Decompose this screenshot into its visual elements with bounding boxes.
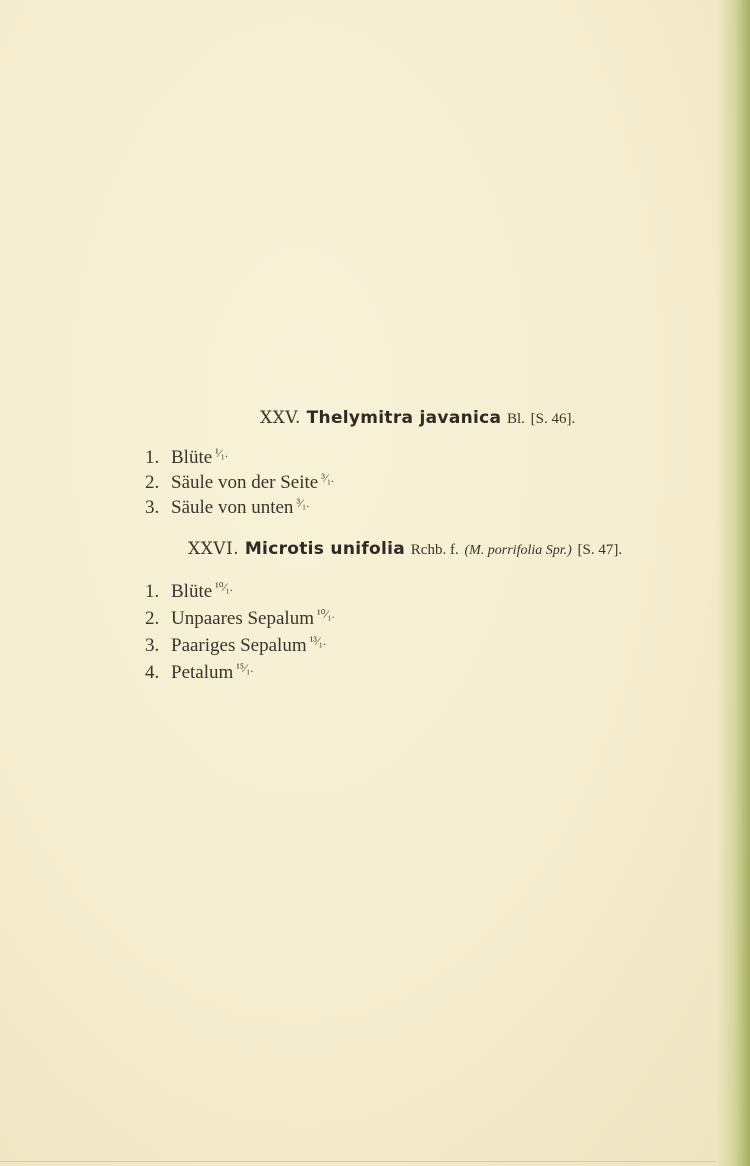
section-heading-xxvi xyxy=(188,538,622,562)
item-number: 3. xyxy=(145,497,160,518)
item-magnification: ¹⁰⁄₁. xyxy=(215,580,233,594)
page-reference: [S. 47]. xyxy=(577,542,623,558)
item-magnification: ³⁄₁. xyxy=(296,496,310,510)
section-heading-xxv xyxy=(260,407,575,430)
species-author: Rchb. f. xyxy=(410,542,459,558)
item-number: 1. xyxy=(145,581,160,602)
item-text: Blüte xyxy=(171,447,213,468)
item-magnification: ¹⁄₁. xyxy=(215,446,228,460)
section-numeral: XXVI. xyxy=(188,539,240,559)
item-number: 4. xyxy=(145,662,160,683)
page-edge-shadow xyxy=(716,0,750,1166)
species-name: Thelymitra javanica xyxy=(306,408,502,428)
item-text: Paariges Sepalum xyxy=(171,635,307,656)
list-item xyxy=(145,490,309,521)
item-number: 1. xyxy=(145,447,160,468)
section-numeral: XXV. xyxy=(260,408,301,428)
species-name: Microtis unifolia xyxy=(244,539,406,559)
item-text: Unpaares Sepalum xyxy=(171,608,314,629)
item-magnification: ³⁄₁. xyxy=(321,471,335,485)
item-text: Säule von unten xyxy=(171,497,294,518)
item-magnification: ¹⁰⁄₁. xyxy=(316,607,335,621)
item-text: Petalum xyxy=(171,662,234,683)
page-bottom-edge xyxy=(0,1161,716,1162)
item-text: Säule von der Seite xyxy=(171,472,319,493)
item-number: 3. xyxy=(145,635,160,656)
page-reference: [S. 46]. xyxy=(530,411,576,427)
list-item xyxy=(145,655,253,686)
item-magnification: ¹³⁄₁. xyxy=(309,634,326,648)
item-magnification: ¹⁵⁄₁. xyxy=(236,661,254,675)
species-synonym: (M. porrifolia Spr.) xyxy=(464,543,572,558)
item-text: Blüte xyxy=(171,581,213,602)
item-number: 2. xyxy=(145,472,160,493)
species-author: Bl. xyxy=(507,411,525,427)
item-number: 2. xyxy=(145,608,160,629)
